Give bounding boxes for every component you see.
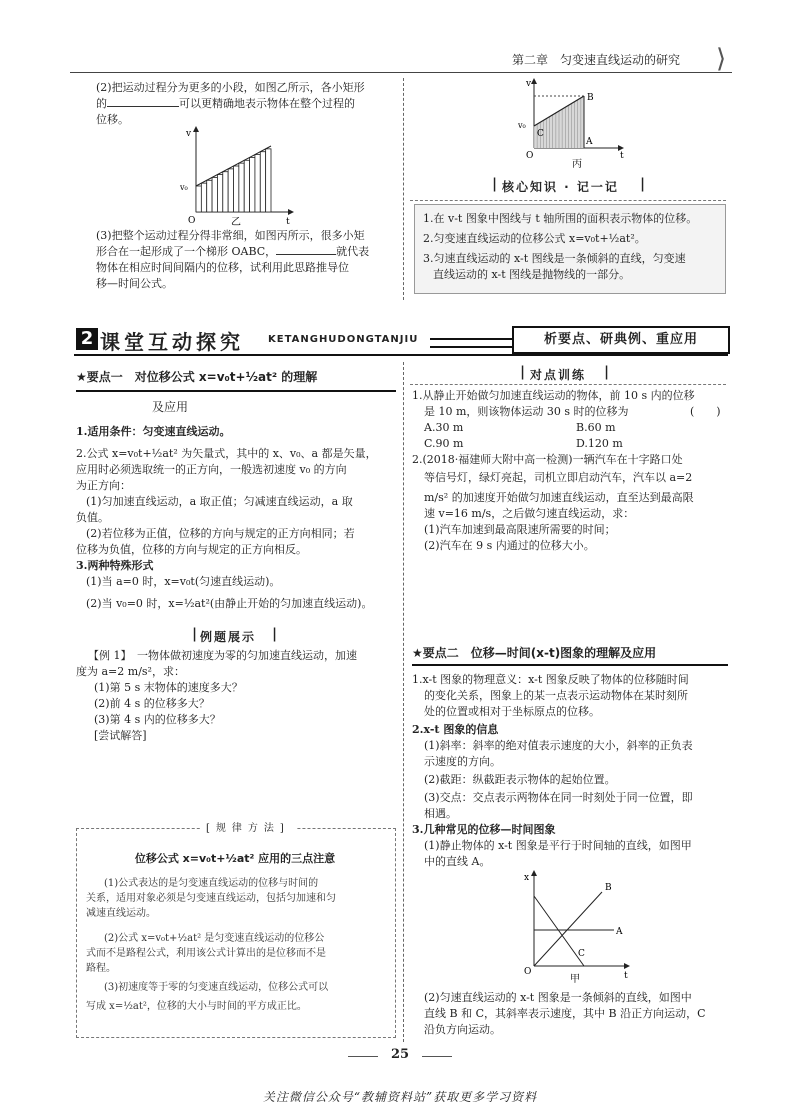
- p3-line2: 形合在一起形成了一个梯形 OABC， 就代表: [96, 245, 370, 258]
- fig-c-A: A: [586, 137, 593, 147]
- core-item-2: 2.匀变速直线运动的位移公式 x=v₀t+½at²。: [423, 232, 646, 245]
- key-point-1-title: ★要点一 对位移公式 x=v₀t+½at² 的理解: [76, 370, 318, 384]
- q1-options-row2: [412, 436, 728, 452]
- m3a: (3)初速度等于零的匀变速直线运动，位移公式可以: [104, 982, 329, 993]
- small-rectangle: [207, 180, 212, 212]
- s2b: 应用时必须选取统一的正方向，一般选初速度 v₀ 的方向: [76, 463, 347, 476]
- m2b: 式而不是路程公式，利用该公式计算出的是位移而不是: [86, 948, 326, 959]
- fig-c-axis-v: v: [526, 79, 532, 89]
- m3b: 写成 x=½at²，位移的大小与时间的平方成正比。: [86, 1001, 307, 1012]
- r2d: (3)交点：交点表示两物体在同一时刻处于同一位置，即: [424, 791, 693, 804]
- small-rectangle: [212, 177, 217, 212]
- r2a: (1)斜率：斜率的绝对值表示速度的大小，斜率的正负表: [424, 739, 693, 752]
- key-point-2-rule: [412, 664, 728, 666]
- q1-options-row1: [412, 420, 728, 436]
- banner-bar: [430, 338, 512, 348]
- example-body: [76, 648, 398, 744]
- small-rectangle: [244, 160, 249, 212]
- small-rectangle: [239, 163, 244, 212]
- fig-c-axis-t: t: [620, 151, 624, 161]
- r1c: 处的位置或相对于坐标原点的位移。: [424, 705, 600, 718]
- page-number: 25: [390, 1047, 410, 1062]
- q2b: 等信号灯，绿灯亮起，司机立即启动汽车，汽车以 a=2: [424, 471, 693, 484]
- core-dash: [410, 200, 726, 201]
- r1b: 的变化关系，图象上的某一点表示运动物体在某时刻所: [424, 689, 688, 702]
- fig-b-caption: 乙: [231, 217, 241, 228]
- fig-c-origin: O: [526, 151, 534, 161]
- s2g: 位移为负值，位移的方向与规定的正方向相反。: [76, 543, 307, 556]
- train-bracket-left: |: [520, 364, 526, 380]
- ex-c: (1)第 5 s 末物体的速度多大？: [94, 681, 243, 694]
- q2d: 速 v=16 m/s，之后做匀速直线运动，求：: [424, 507, 635, 520]
- fig-c-C: C: [537, 129, 544, 139]
- s2d: (1)匀加速直线运动，a 取正值；匀减速直线运动，a 取: [86, 495, 353, 508]
- page-rule-left: [348, 1056, 378, 1057]
- section-number: 2: [76, 328, 98, 350]
- fig-b-axis-t: t: [286, 217, 290, 227]
- section-title: 课堂互动探究: [100, 330, 244, 354]
- fig-a-B: B: [605, 883, 612, 893]
- core-item-3: 3.匀速直线运动的 x-t 图线是一条倾斜的直线，匀变速: [423, 252, 686, 265]
- ex-d: (2)前 4 s 的位移多大？: [94, 697, 210, 710]
- footer-note: 关注微信公众号“教辅资料站”获取更多学习资料: [262, 1090, 538, 1104]
- key-point-1-body: [76, 424, 398, 612]
- page-rule-right: [422, 1056, 452, 1057]
- key-point-1-rule: [76, 390, 396, 392]
- fig-b-origin: O: [188, 216, 196, 226]
- q2c: m/s² 的加速度开始做匀加速直线运动，直至达到最高限: [424, 491, 694, 504]
- figure-a-xt-lines: [516, 868, 636, 986]
- column-divider-top: [403, 78, 404, 300]
- r1a: 1.x-t 图象的物理意义：x-t 图象反映了物体的位移随时间: [412, 673, 689, 686]
- s3a: (1)当 a=0 时，x=v₀t(匀速直线运动)。: [86, 575, 281, 588]
- example-bracket-right: |: [272, 626, 278, 642]
- chapter-header: 第二章 匀变速直线运动的研究: [512, 53, 681, 67]
- train-title: 对点训练: [530, 368, 587, 382]
- training-body: [412, 388, 728, 554]
- option-c[interactable]: C.90 m: [424, 437, 464, 450]
- r3a: (1)静止物体的 x-t 图象是平行于时间轴的直线，如图甲: [424, 839, 692, 852]
- banner-rule: [74, 354, 728, 356]
- ex-f: [尝试解答]: [94, 729, 147, 742]
- method-body: [86, 876, 386, 1014]
- p2-line3: 位移。: [96, 113, 129, 126]
- small-rectangle: [217, 175, 222, 212]
- example-title: 例题展示: [200, 630, 257, 644]
- small-rectangle: [260, 152, 265, 212]
- core-bracket-right: |: [640, 176, 646, 192]
- m2a: (2)公式 x=v₀t+½at² 是匀变速直线运动的位移公: [104, 933, 325, 944]
- q1b: 是 10 m，则该物体运动 30 s 时的位移为 ( ): [424, 405, 721, 418]
- p2-line1: (2)把运动过程分为更多的小段，如图乙所示，各小矩形: [96, 81, 365, 94]
- fig-a-C: C: [578, 949, 585, 959]
- s3b: (2)当 v₀=0 时，x=½at²(由静止开始的匀加速直线运动)。: [86, 597, 373, 610]
- r4a: (2)匀速直线运动的 x-t 图象是一条倾斜的直线，如图中: [424, 991, 692, 1004]
- p3-line4: 移—时间公式。: [96, 277, 173, 290]
- small-rectangle: [201, 183, 206, 212]
- q2f: (2)汽车在 9 s 内通过的位移大小。: [424, 539, 595, 552]
- core-list: [415, 205, 725, 289]
- fig-c-caption: 丙: [572, 159, 582, 170]
- small-rectangle: [250, 157, 255, 212]
- option-b[interactable]: B.60 m: [576, 421, 616, 434]
- small-rectangle: [228, 169, 233, 212]
- method-label: [规律方法]: [200, 821, 296, 836]
- r2b: 示速度的方向。: [424, 755, 501, 768]
- core-item-1: 1.在 v-t 图象中图线与 t 轴所围的面积表示物体的位移。: [423, 212, 698, 225]
- ex-a: 【例 1】 一物体做初速度为零的匀加速直线运动，加速: [88, 649, 357, 662]
- r3b: 中的直线 A。: [424, 855, 491, 868]
- key-point-2-title: ★要点二 位移—时间(x-t)图象的理解及应用: [412, 646, 657, 660]
- small-rectangle: [266, 149, 271, 212]
- figure-b-vt-rectangles: [176, 124, 296, 228]
- left-top-text-2: [96, 228, 396, 292]
- fig-a-axis-t: t: [624, 971, 628, 981]
- line-B: [534, 892, 602, 966]
- s2a: 2.公式 x=v₀t+½at² 为矢量式，其中的 x、v₀、a 都是矢量，: [76, 447, 377, 460]
- core-box: [414, 204, 726, 294]
- fig-a-A: A: [616, 927, 623, 937]
- key-point-2-body: [412, 672, 728, 870]
- small-rectangle: [223, 172, 228, 212]
- example-bracket-left: |: [192, 626, 198, 642]
- train-bracket-right: |: [604, 364, 610, 380]
- fig-b-v0: v₀: [180, 183, 188, 192]
- s2f: (2)若位移为正值，位移的方向与规定的正方向相同；若: [86, 527, 355, 540]
- option-d[interactable]: D.120 m: [576, 437, 623, 450]
- m1c: 减速直线运动。: [86, 908, 156, 919]
- fig-a-axis-x: x: [524, 873, 530, 883]
- ex-e: (3)第 4 s 内的位移多大？: [94, 713, 221, 726]
- small-rectangle: [196, 186, 201, 212]
- fig-b-axis-v: v: [186, 129, 192, 139]
- s2c: 为正方向：: [76, 479, 131, 492]
- key-point-2-body-2: [412, 990, 728, 1038]
- key-point-1-title-2: 及应用: [152, 400, 189, 414]
- train-dash: [410, 384, 726, 385]
- r3: 3.几种常见的位移—时间图象: [412, 823, 556, 836]
- option-a[interactable]: A.30 m: [424, 421, 464, 434]
- left-top-text: [96, 80, 396, 128]
- fig-c-B: B: [587, 93, 594, 103]
- small-rectangle: [234, 166, 239, 212]
- figure-c-vt-trapezoid: [514, 76, 634, 170]
- header-rule: [70, 72, 732, 73]
- m1b: 关系，适用对象必须是匀变速直线运动，包括匀加速和匀: [86, 893, 336, 904]
- r4b: 直线 B 和 C，其斜率表示速度，其中 B 沿正方向运动，C: [424, 1007, 706, 1020]
- line-C: [534, 896, 584, 966]
- m1a: (1)公式表达的是匀变速直线运动的位移与时间的: [104, 878, 319, 889]
- p3-line3: 物体在相应时间间隔内的位移，试利用此思路推导位: [96, 261, 349, 274]
- p3-line1: (3)把整个运动过程分得非常细，如图丙所示，很多小矩: [96, 229, 365, 242]
- fig-a-origin: O: [524, 967, 532, 977]
- ex-b: 度为 a=2 m/s²，求：: [76, 665, 185, 678]
- r2c: (2)截距：纵截距表示物体的起始位置。: [424, 773, 616, 786]
- section-title-pinyin: KETANGHUDONGTANJIU: [268, 334, 419, 345]
- r2e: 相遇。: [424, 807, 457, 820]
- small-rectangle: [255, 155, 260, 212]
- blank-1: [107, 96, 179, 107]
- column-divider-main: [403, 362, 404, 1042]
- q1a: 1.从静止开始做匀加速直线运动的物体，前 10 s 内的位移: [412, 389, 695, 402]
- s3: 3.两种特殊形式: [76, 559, 154, 572]
- s2e: 负值。: [76, 511, 109, 524]
- q2e: (1)汽车加速到最高限速所需要的时间；: [424, 523, 616, 536]
- s1: 1.适用条件：匀变速直线运动。: [76, 425, 231, 438]
- r4c: 沿负方向运动。: [424, 1023, 501, 1036]
- r2: 2.x-t 图象的信息: [412, 723, 499, 736]
- core-item-3b: 直线运动的 x-t 图线是抛物线的一部分。: [433, 268, 631, 281]
- core-bracket-left: |: [492, 176, 498, 192]
- blank-2: [276, 244, 336, 255]
- banner-slogan: 析要点、研典例、重应用: [512, 326, 730, 354]
- method-title: 位移公式 x=v₀t+½at² 应用的三点注意: [134, 852, 336, 865]
- p2-line2: 的 可以更精确地表示物体在整个过程的: [96, 97, 355, 110]
- fig-a-caption: 甲: [570, 974, 580, 985]
- header-bracket: ⟩: [716, 44, 727, 74]
- q2a: 2.(2018·福建师大附中高一检测)一辆汽车在十字路口处: [412, 453, 683, 466]
- m2c: 路程。: [86, 963, 116, 974]
- core-title: 核心知识 · 记一记: [502, 180, 619, 194]
- fig-c-v0: v₀: [518, 121, 526, 130]
